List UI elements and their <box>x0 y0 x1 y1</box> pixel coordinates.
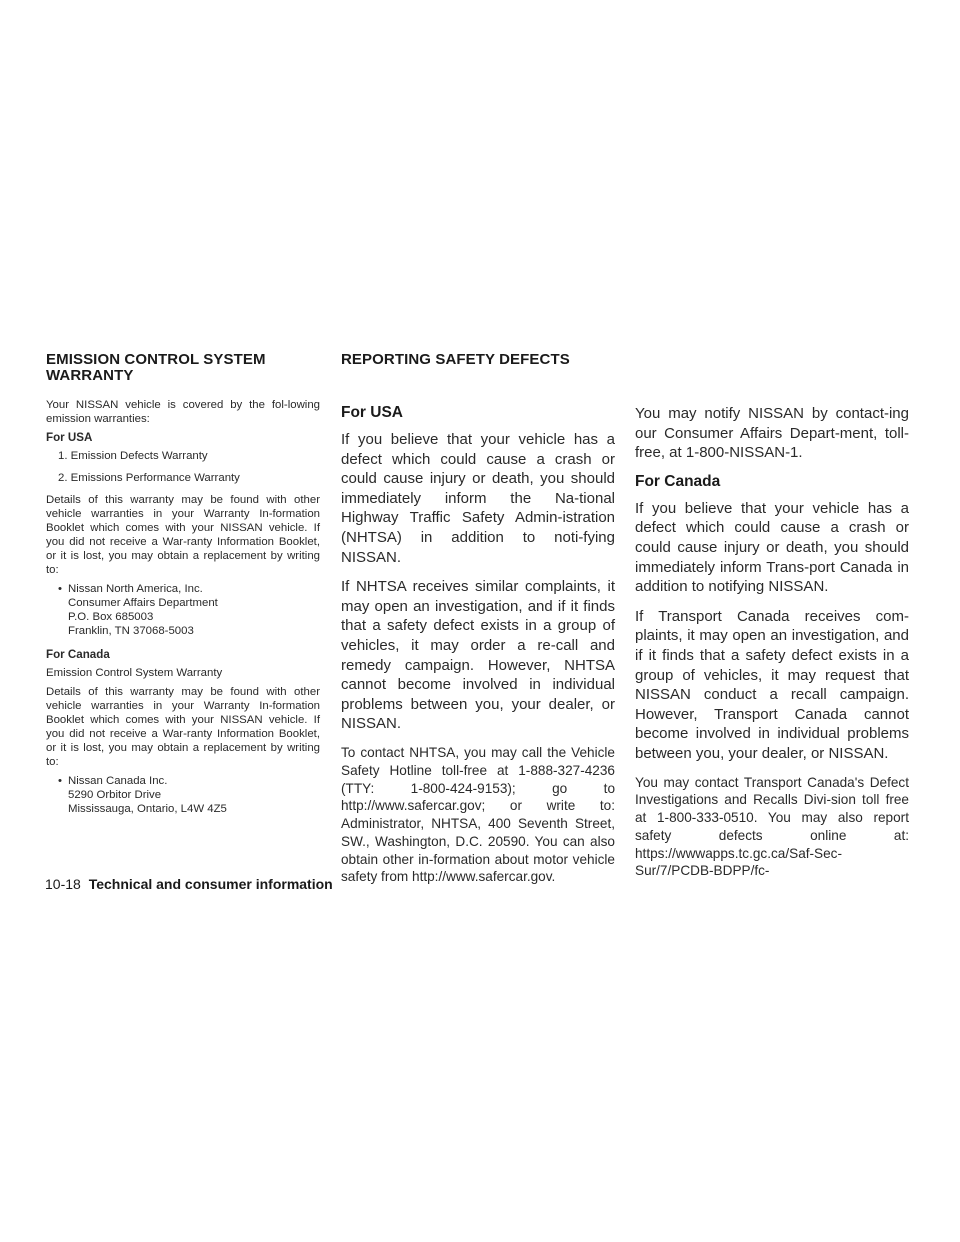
address-line: 5290 Orbitor Drive <box>68 789 162 801</box>
usa-address <box>46 582 320 638</box>
address-line: Mississauga, Ontario, L4W 4Z5 <box>68 803 227 815</box>
reporting-usa-p1: If you believe that your vehicle has a defect which could cause a crash or could cause injury or death, you should immediately inform the Na-tional Highway Traffic Safety Admin-istration (NHTSA) in addition to noti-fying NISSAN. <box>341 431 615 566</box>
emission-usa-details: Details of this warranty may be found with other vehicle warranties in your Warranty In-formation Booklet which comes with your NISSAN vehicle. If you did not receive a War-ranty Information Booklet, or it is lost, you may obtain a replacement by writing to: <box>46 494 320 576</box>
reporting-usa-heading: For USA <box>341 404 403 421</box>
address-line: Nissan Canada Inc. <box>68 775 168 787</box>
reporting-canada-column <box>635 352 909 890</box>
reporting-notify: You may notify NISSAN by contact-ing our Consumer Affairs Depart-ment, toll-free, at 1-800-NISSAN-1. <box>635 405 909 462</box>
bullet-icon: • <box>58 583 62 595</box>
address-line: Franklin, TN 37068-5003 <box>68 625 194 637</box>
emission-usa-heading: For USA <box>46 431 93 444</box>
reporting-usa-column <box>341 352 615 896</box>
emission-warranty-column <box>46 352 320 826</box>
spacer <box>635 352 909 404</box>
address-line: Consumer Affairs Department <box>68 597 218 609</box>
emission-usa-list <box>46 449 320 485</box>
canada-address <box>46 774 320 816</box>
list-item: 2. Emissions Performance Warranty <box>58 472 240 484</box>
emission-canada-details: Details of this warranty may be found with other vehicle warranties in your Warranty In-formation Booklet which comes with your NISSAN vehicle. If you did not receive a War-ranty Information Booklet, or it is lost, you may obtain a replacement by writing to: <box>46 686 320 768</box>
list-item: 1. Emission Defects Warranty <box>58 450 208 462</box>
reporting-usa-p3: To contact NHTSA, you may call the Vehicle Safety Hotline toll-free at 1-888-327-4236 (TTY: 1-800-424-9153); go to http://www.safercar.gov; or write to: Administrator, NHTSA, 400 Seventh Street, SW., Washington, D.C. 20590. You can also obtain other in-formation about motor vehicle safety from http://www.safercar.gov. <box>341 744 615 885</box>
address-line: P.O. Box 685003 <box>68 611 154 623</box>
reporting-usa-p2: If NHTSA receives similar complaints, it may open an investigation, and if it finds that a safety defect exists in a group of vehicles, it may order a re-call and remedy campaign. However, NHTSA cannot become involved in individual problems between you, your dealer, or NISSAN. <box>341 578 615 733</box>
reporting-canada-p1: If you believe that your vehicle has a defect which could cause a crash or could cause injury or death, you should immediately inform Trans-port Canada in addition to notifying NISSAN. <box>635 499 909 596</box>
bullet-icon: • <box>58 775 62 787</box>
page-number: 10-18 <box>45 876 81 892</box>
page-footer <box>45 876 333 892</box>
reporting-canada-p3: You may contact Transport Canada's Defect Investigations and Recalls Divi-sion toll free at 1-800-333-0510. You may also report safety defects online at: https://wwwapps.tc.gc.ca/Saf-Sec-Sur/7/PCDB-BDPP/fc- <box>635 774 909 879</box>
reporting-canada-p2: If Transport Canada receives com-plaints, it may open an investigation, and if it finds that a safety defect exists in a group of vehicles, it may request that NISSAN conduct a recall campaign. However, Transport Canada cannot become involved in individual problems between you, your dealer, or NISSAN. <box>635 607 909 762</box>
reporting-canada-heading: For Canada <box>635 472 721 490</box>
reporting-heading: REPORTING SAFETY DEFECTS <box>341 351 570 368</box>
address-line: Nissan North America, Inc. <box>68 583 203 595</box>
emission-intro: Your NISSAN vehicle is covered by the fol-lowing emission warranties: <box>46 399 320 425</box>
emission-heading: EMISSION CONTROL SYSTEM WARRANTY <box>46 351 266 384</box>
emission-canada-heading: For Canada <box>46 648 110 661</box>
emission-canada-item: Emission Control System Warranty <box>46 667 223 679</box>
section-title: Technical and consumer information <box>88 876 333 892</box>
